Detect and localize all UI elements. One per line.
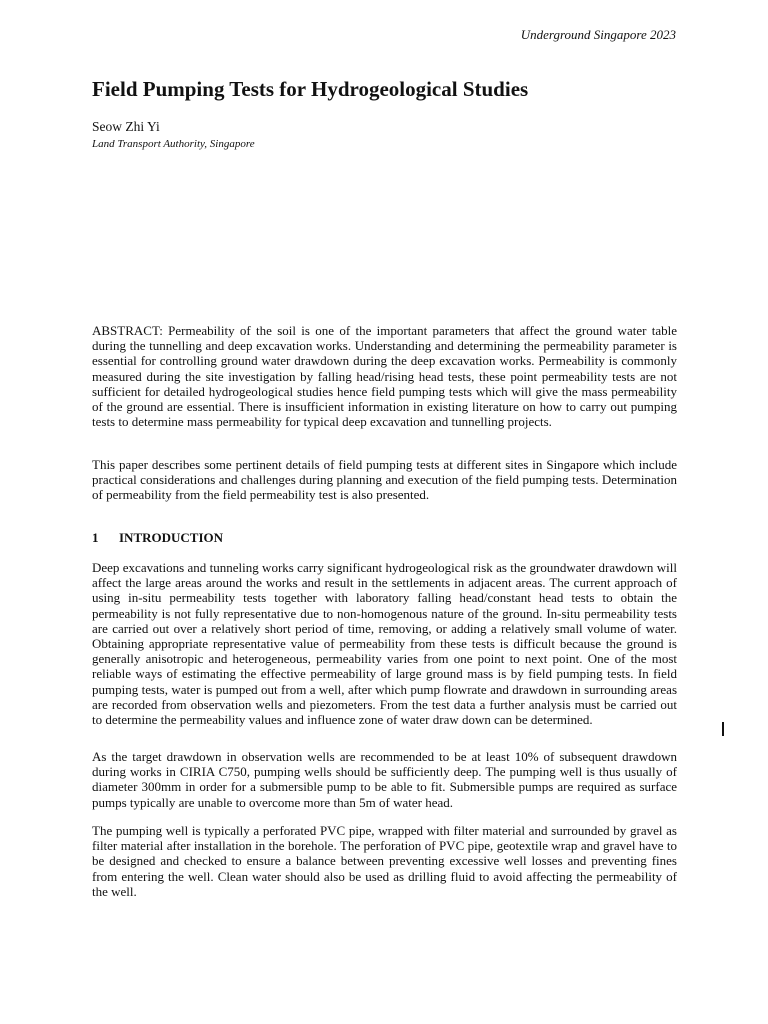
intro-paragraph-3: The pumping well is typically a perforated PVC pipe, wrapped with filter material and surrounded by gravel as filter material after installation in the borehole. The perforation of PVC pipe, geotextile wrap and gravel have to be designed and checked to ensure a balance between preventing excessive well losses and preventing fines from entering the well. Clean water should also be used as drilling fluid to avoid affecting the permeability of the well. — [92, 823, 677, 899]
text-cursor-mark — [722, 722, 724, 736]
author-affiliation: Land Transport Authority, Singapore — [92, 138, 255, 150]
intro-paragraph-1: Deep excavations and tunneling works carry significant hydrogeological risk as the groundwater drawdown will affect the large areas around the works and result in the settlements in adjacent areas. The current approach of using in-situ permeability tests together with laboratory falling head/constant head tests to obtain the permeability is not fully representative due to non-homogenous nature of the ground. In-situ permeability tests are carried out over a relatively short period of time, removing, or adding a relatively small volume of water. Obtaining appropriate representative value of permeability from these tests is difficult because the ground is generally anisotropic and heterogeneous, permeability varies from one point to next point. One of the most reliable ways of estimating the effective permeability of large ground mass is by field pumping tests. In field pumping tests, water is pumped out from a well, after which pump flowrate and drawdown in surrounding areas are recorded from observation wells and piezometers. From the test data a further analysis must be carried out to determine the permeability values and influence zone of water draw down can be determined. — [92, 560, 677, 728]
author-name: Seow Zhi Yi — [92, 119, 160, 134]
intro-paragraph-2: As the target drawdown in observation wells are recommended to be at least 10% of subsequent drawdown during works in CIRIA C750, pumping wells should be sufficiently deep. The pumping well is thus usually of diameter 300mm in order for a submersible pump to be able to fit. Submersible pumps are required as surface pumps typically are unable to overcome more than 5m of water head. — [92, 749, 677, 810]
section-heading-introduction — [92, 530, 223, 546]
running-header: Underground Singapore 2023 — [520, 27, 676, 42]
abstract-paragraph: ABSTRACT: Permeability of the soil is one of the important parameters that affect the ground water table during the tunnelling and deep excavation works. Understanding and determining the permeability parameter is essential for controlling ground water drawdown during the deep excavation works. Permeability is commonly measured during the site investigation by falling head/rising head tests, these point permeability tests are not sufficient for detailed hydrogeological studies hence field pumping tests which will give the mass permeability of the ground are essential. There is insufficient information in existing literature on how to carry out pumping tests to determine mass permeability for typical deep excavation and tunnelling projects. — [92, 323, 677, 430]
section-title: INTRODUCTION — [119, 530, 224, 545]
paper-title: Field Pumping Tests for Hydrogeological Studies — [92, 77, 529, 101]
abstract-paragraph-2: This paper describes some pertinent details of field pumping tests at different sites in Singapore which include practical considerations and challenges during planning and execution of the field pumping tests. Determination of permeability from the field permeability test is also presented. — [92, 457, 677, 503]
section-number: 1 — [92, 530, 99, 545]
